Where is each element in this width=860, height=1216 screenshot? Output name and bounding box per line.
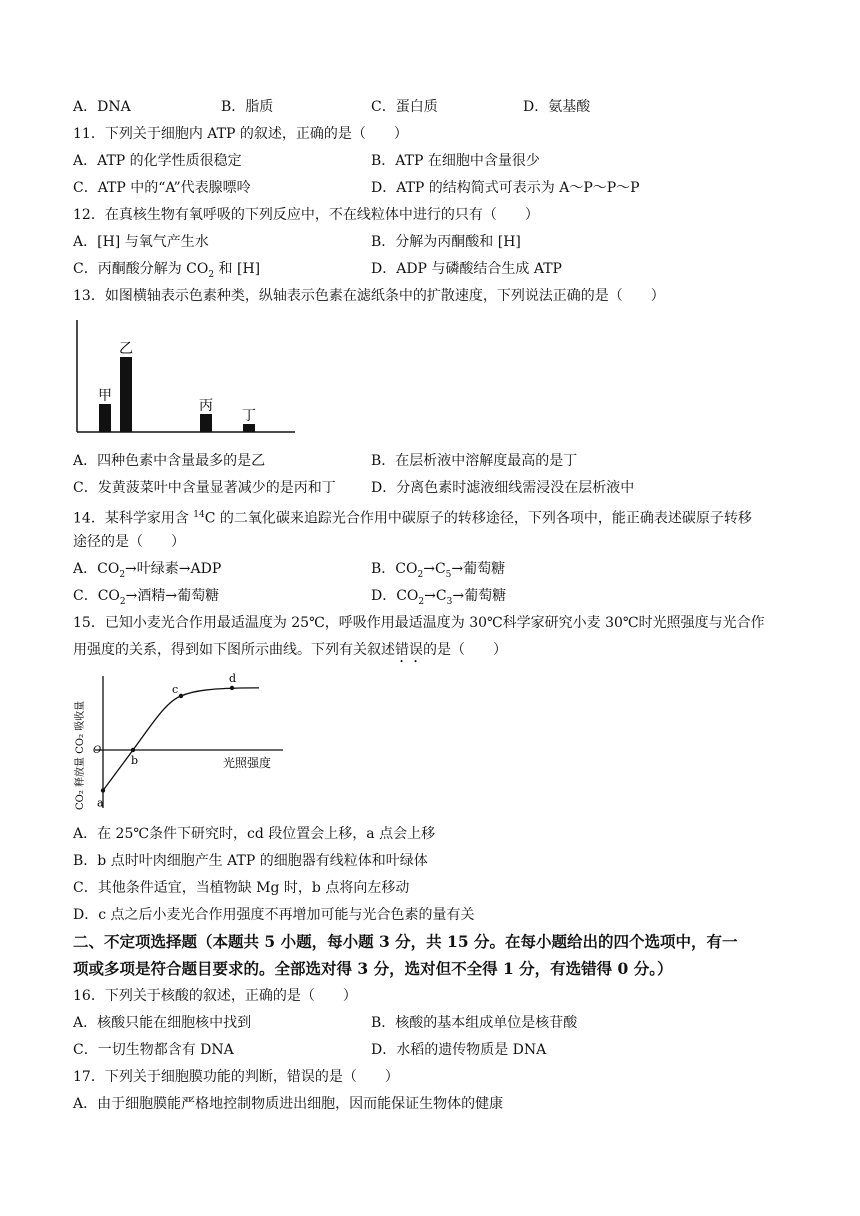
point-label-a: a	[97, 796, 104, 810]
q13-option-a: A．四种色素中含量最多的是乙	[73, 453, 266, 469]
q15-option-d: D．c 点之后小麦光合作用强度不再增加可能与光合色素的量有关	[73, 907, 475, 923]
q11-option-a: A．ATP 的化学性质很稳定	[73, 153, 242, 169]
pigment-bar-chart	[73, 316, 303, 440]
point-a	[101, 788, 105, 792]
emphasis-wrong: 错误	[395, 642, 423, 658]
q16-option-d: D．水稻的遗传物质是 DNA	[371, 1042, 547, 1058]
bar-3	[200, 414, 212, 432]
q17-option-a: A．由于细胞膜能严格地控制物质进出细胞，因而能保证生物体的健康	[73, 1096, 504, 1112]
q13-option-b: B．在层析液中溶解度最高的是丁	[371, 453, 578, 469]
q16-option-a: A．核酸只能在细胞核中找到	[73, 1015, 252, 1031]
q16-stem: 16．下列关于核酸的叙述，正确的是（ ）	[73, 988, 357, 1004]
bar-label-3: 丙	[199, 398, 213, 414]
bar-label-4: 丁	[242, 408, 256, 424]
q11-option-b: B．ATP 在细胞中含量很少	[371, 153, 540, 169]
bar-label-1: 甲	[98, 388, 112, 404]
q14-option-a: A．$CO_2\to$叶绿素→ADP	[73, 561, 222, 580]
q16-option-b: B．核酸的基本组成单位是核苷酸	[371, 1015, 578, 1031]
q15-stem-line1: 15．已知小麦光合作用最适温度为 25℃，呼吸作用最适温度为 30℃科学家研究小麦 30℃时光照强度与光合作	[73, 615, 765, 631]
point-c	[179, 694, 183, 698]
point-label-c: c	[172, 683, 179, 696]
q15-option-a: A．在 25℃条件下研究时，cd 段位置会上移，a 点会上移	[73, 826, 436, 842]
point-label-b: b	[131, 754, 139, 767]
section2-heading-line2: 项或多项是符合题目要求的。全部选对得 3 分，选对但不全得 1 分，有选错得 0 分。）	[73, 959, 673, 978]
q12-option-d: D．ADP 与磷酸结合生成 ATP	[371, 261, 562, 277]
q14-option-c: C．$CO_2\to$酒精→葡萄糖	[73, 588, 220, 607]
light-curve-chart	[73, 670, 293, 819]
bar-4	[243, 424, 255, 432]
y-axis-label: CO₂ 释放量 CO₂ 吸收量	[75, 700, 86, 810]
q10-option-a: A．DNA	[73, 99, 131, 115]
q15-option-b: B．b 点时叶肉细胞产生 ATP 的细胞器有线粒体和叶绿体	[73, 853, 428, 869]
q14-option-b: B．$CO_2\to C_5\to$葡萄糖	[371, 561, 506, 580]
q12-option-b: B．分解为丙酮酸和 [H]	[371, 234, 521, 250]
q12-option-c: C．丙酮酸分解为 $CO_2$ 和 [H]	[73, 261, 261, 280]
q13-stem: 13．如图横轴表示色素种类，纵轴表示色素在滤纸条中的扩散速度，下列说法正确的是（ ）	[73, 288, 665, 304]
bar-2	[120, 357, 132, 432]
q16-option-c: C．一切生物都含有 DNA	[73, 1042, 234, 1058]
q10-option-d: D．氨基酸	[523, 99, 591, 115]
point-b	[131, 748, 135, 752]
origin-label: O	[93, 745, 102, 756]
q11-stem: 11．下列关于细胞内 ATP 的叙述，正确的是（ ）	[73, 126, 408, 142]
q10-option-c: C．蛋白质	[371, 99, 438, 115]
q12-option-a: A．[H] 与氧气产生水	[73, 234, 209, 250]
q13-option-d: D．分离色素时滤液细线需浸没在层析液中	[371, 480, 635, 496]
response-curve	[103, 688, 259, 791]
q11-option-d: D．ATP 的结构简式可表示为 A～P～P～P	[371, 180, 640, 196]
section2-heading-line1: 二、不定项选择题（本题共 5 小题，每小题 3 分，共 15 分。在每小题给出的四个选项中，有一	[73, 932, 738, 951]
q14-stem-line2: 途径的是（ ）	[73, 534, 185, 550]
q10-option-b: B．脂质	[221, 99, 274, 115]
q17-stem: 17．下列关于细胞膜功能的判断，错误的是（ ）	[73, 1069, 399, 1085]
q12-stem: 12．在真核生物有氧呼吸的下列反应中，不在线粒体中进行的只有（ ）	[73, 207, 539, 223]
x-axis-label: 光照强度	[223, 756, 272, 770]
bar-label-2: 乙	[119, 341, 133, 357]
point-d	[230, 686, 234, 690]
pigment-bar-chart-svg	[73, 316, 303, 436]
q11-option-c: C．ATP 中的“A”代表腺嘌呤	[73, 180, 251, 196]
q13-option-c: C．发黄菠菜叶中含量显著减少的是丙和丁	[73, 480, 336, 496]
light-curve-chart-svg	[73, 670, 293, 815]
q14-stem-line1: 14．某科学家用含 $^{14}$C 的二氧化碳来追踪光合作用中碳原子的转移途径，下列各项中，能正确表述碳原子转移	[73, 510, 752, 527]
point-label-d: d	[229, 671, 237, 685]
q14-option-d: D．$CO_2\to C_3\to$葡萄糖	[371, 588, 507, 607]
q15-option-c: C．其他条件适宜，当植物缺 Mg 时，b 点将向左移动	[73, 880, 410, 896]
bar-1	[99, 404, 111, 432]
q15-stem-line2: 用强度的关系，得到如下图所示曲线。下列有关叙述错误的是（ ）	[73, 642, 507, 658]
